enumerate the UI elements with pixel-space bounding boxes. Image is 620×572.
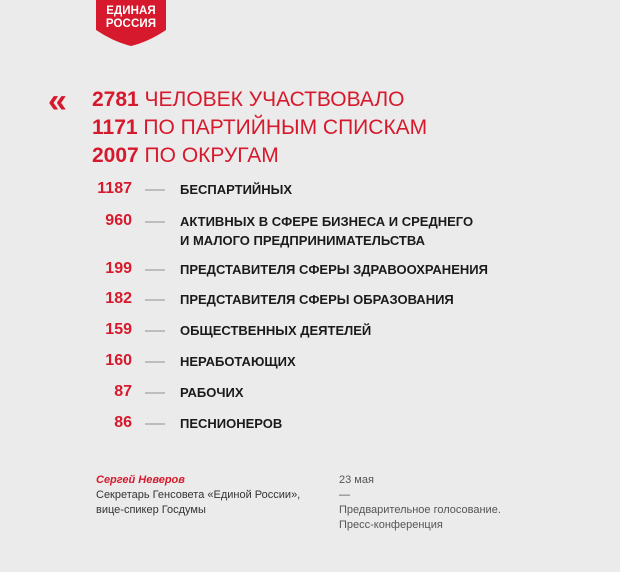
stat-label: ПРЕДСТАВИТЕЛЯ СФЕРЫ ЗДРАВООХРАНЕНИЯ [180,262,488,277]
stat-value: 1187 [97,180,132,197]
stat-dash [145,221,165,223]
headline-text: ПО ПАРТИЙНЫМ СПИСКАМ [137,116,428,139]
stat-value: 159 [105,321,132,338]
stat-dash [145,423,165,425]
headline-text: ЧЕЛОВЕК УЧАСТВОВАЛО [138,88,405,111]
stat-value: 960 [105,212,132,229]
party-logo [96,0,166,46]
speaker-role-line-2: вице-спикер Госдумы [96,504,206,516]
stat-label: ПЕСНИОНЕРОВ [180,416,283,431]
stat-value: 87 [114,383,132,400]
stat-value: 182 [105,290,132,307]
event-separator: — [339,489,350,501]
event-line-1: Предварительное голосование. [339,504,501,516]
headline-line-2 [92,114,427,142]
stat-dash [145,299,165,301]
headline-line-1 [92,86,427,114]
stat-value: 86 [114,414,132,431]
stat-label: РАБОЧИХ [180,385,244,400]
headline-text: ПО ОКРУГАМ [138,144,279,167]
stat-dash [145,361,165,363]
speaker-role-line-1: Секретарь Генсовета «Единой России», [96,489,301,501]
headline-line-3 [92,142,427,170]
speaker-info [96,473,336,518]
stat-label: ПРЕДСТАВИТЕЛЯ СФЕРЫ ОБРАЗОВАНИЯ [180,292,454,307]
stat-label [180,212,600,250]
logo-text [96,5,166,31]
quote-mark-icon: « [48,82,63,120]
stat-label: БЕСПАРТИЙНЫХ [180,182,293,197]
logo-line-2: РОССИЯ [105,18,157,30]
stat-value: 160 [105,352,132,369]
speaker-name: Сергей Неверов [96,474,185,486]
event-line-2: Пресс-конференция [339,519,443,531]
stat-dash [145,330,165,332]
event-info [339,473,579,533]
headline [92,86,427,170]
stat-dash [145,189,165,191]
event-date: 23 мая [339,474,374,486]
headline-number: 2007 [92,144,139,167]
stat-label: ОБЩЕСТВЕННЫХ ДЕЯТЕЛЕЙ [180,323,372,338]
headline-number: 1171 [92,116,138,139]
stat-dash [145,269,165,271]
headline-number: 2781 [92,88,139,111]
stat-label: НЕРАБОТАЮЩИХ [180,354,296,369]
stat-label-line-1: АКТИВНЫХ В СФЕРЕ БИЗНЕСА И СРЕДНЕГО [180,214,474,229]
stat-label-line-2: И МАЛОГО ПРЕДПРИНИМАТЕЛЬСТВА [180,233,425,248]
logo-line-1: ЕДИНАЯ [106,5,156,17]
stat-dash [145,392,165,394]
stat-value: 199 [105,260,132,277]
